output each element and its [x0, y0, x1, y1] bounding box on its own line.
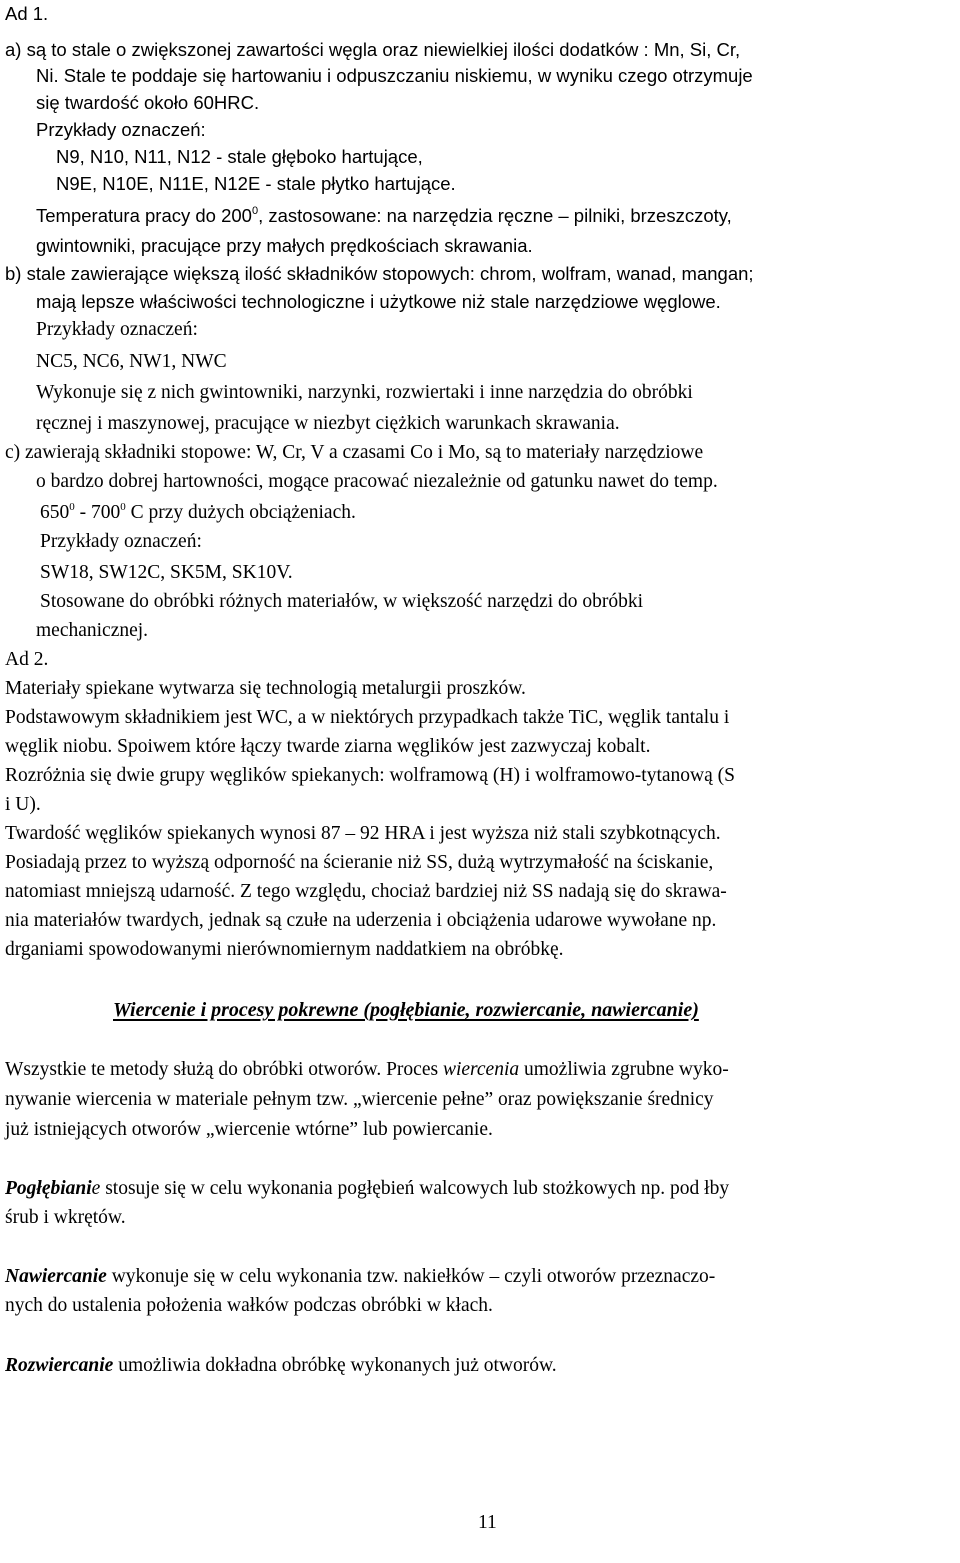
paragraph-line: b) stale zawierające większą ilość składników stopowych: chrom, wolfram, wanad, mangan; [5, 263, 754, 284]
paragraph-line: Posiadają przez to wyższą odporność na ścieranie niż SS, dużą wytrzymałość na ściskanie, [5, 852, 714, 873]
paragraph-line: i U). [5, 794, 41, 815]
paragraph-line: Materiały spiekane wytwarza się technologią metalurgii proszków. [5, 678, 526, 699]
paragraph-line: śrub i wkrętów. [5, 1207, 126, 1228]
superscript: 0 [120, 501, 126, 513]
paragraph-line: drganiami spowodowanymi nierównomiernym naddatkiem na obróbkę. [5, 939, 564, 960]
term-rozwiercanie: Rozwiercanie [5, 1355, 114, 1376]
paragraph-line: N9E, N10E, N11E, N12E - stale płytko hartujące. [56, 173, 456, 194]
paragraph-line: Ni. Stale te poddaje się hartowaniu i odpuszczaniu niskiemu, w wyniku czego otrzymuje [36, 65, 753, 86]
paragraph-line: Podstawowym składnikiem jest WC, a w niektórych przypadkach także TiC, węglik tantalu i [5, 707, 730, 728]
paragraph-line [40, 501, 356, 525]
section-ad1-title: Ad 1. [5, 3, 49, 24]
superscript: 0 [69, 501, 75, 513]
paragraph-line: Stosowane do obróbki różnych materiałów, w większość narzędzi do obróbki [40, 591, 644, 612]
paragraph-line: c) zawierają składniki stopowe: W, Cr, V a czasami Co i Mo, są to materiały narzędziowe [5, 442, 704, 463]
superscript: 0 [251, 205, 259, 217]
paragraph-line: SW18, SW12C, SK5M, SK10V. [40, 562, 293, 583]
paragraph-line [5, 1265, 715, 1289]
paragraph-line [5, 1354, 557, 1378]
paragraph-line: nych do ustalenia położenia wałków podczas obróbki w kłach. [5, 1295, 493, 1316]
examples-label: Przykłady oznaczeń: [40, 531, 202, 552]
paragraph-line: Rozróżnia się dwie grupy węglików spiekanych: wolframową (H) i wolframowo-tytanową (S [5, 765, 735, 786]
paragraph-line: a) są to stale o zwiększonej zawartości węgla oraz niewielkiej ilości dodatków : Mn, Si, Cr, [5, 39, 741, 60]
text-run: Temperatura pracy do 200 [36, 205, 252, 226]
paragraph-line: Wykonuje się z nich gwintowniki, narzynki, rozwiertaki i inne narzędzia do obróbki [36, 382, 693, 403]
paragraph-line: węglik niobu. Spoiwem które łączy twarde ziarna węglików jest zazwyczaj kobalt. [5, 736, 651, 757]
term-suffix: e [91, 1178, 101, 1199]
examples-label: Przykłady oznaczeń: [36, 119, 206, 140]
paragraph-line [36, 204, 732, 228]
paragraph-line: o bardzo dobrej hartowności, mogące pracować niezależnie od gatunku nawet do temp. [36, 471, 718, 492]
paragraph-line [5, 1058, 729, 1082]
paragraph-line: mają lepsze właściwości technologiczne i użytkowe niż stale narzędziowe węglowe. [36, 291, 721, 312]
paragraph-line [5, 1177, 729, 1201]
paragraph-line: gwintowniki, pracujące przy małych prędkościach skrawania. [36, 235, 533, 256]
text-run: stosuje się w celu wykonania pogłębień walcowych lub stożkowych np. pod łby [100, 1178, 730, 1199]
term-poglebianie: Pogłębiani [5, 1178, 92, 1199]
section-heading: Wiercenie i procesy pokrewne (pogłębianie, rozwiercanie, nawiercanie) [113, 999, 699, 1021]
examples-label: Przykłady oznaczeń: [36, 319, 198, 340]
paragraph-line: mechanicznej. [36, 620, 149, 641]
text-run: , zastosowane: na narzędzia ręczne – pilniki, brzeszczoty, [258, 205, 732, 226]
paragraph-line: NC5, NC6, NW1, NWC [36, 351, 227, 372]
paragraph-line: N9, N10, N11, N12 - stale głęboko hartujące, [56, 146, 423, 167]
section-ad2-title: Ad 2. [5, 649, 49, 670]
text-run: - 700 [74, 502, 121, 523]
text-run: Wszystkie te metody służą do obróbki otworów. Proces [5, 1059, 443, 1080]
text-run: C przy dużych obciążeniach. [125, 502, 356, 523]
paragraph-line: Twardość węglików spiekanych wynosi 87 – 92 HRA i jest wyższa niż stali szybkotnących. [5, 823, 721, 844]
paragraph-line: się twardość około 60HRC. [36, 92, 260, 113]
paragraph-line: nia materiałów twardych, jednak są czułe na uderzenia i obciążenia udarowe wywołane np. [5, 910, 717, 931]
text-run: 650 [40, 502, 70, 523]
text-run: wykonuje się w celu wykonania tzw. nakiełków – czyli otworów przeznaczo- [106, 1266, 716, 1287]
page-number: 11 [478, 1512, 497, 1533]
paragraph-line: nywanie wiercenia w materiale pełnym tzw. „wiercenie pełne” oraz powiększanie średnicy [5, 1089, 714, 1110]
term-wiercenia: wiercenia [442, 1059, 520, 1080]
paragraph-line: natomiast mniejszą udarność. Z tego względu, chociaż bardziej niż SS nadają się do skrawa- [5, 881, 727, 902]
paragraph-line: już istniejących otworów „wiercenie wtórne” lub powiercanie. [5, 1119, 493, 1140]
term-nawiercanie: Nawiercanie [5, 1266, 107, 1287]
text-run: umożliwia zgrubne wyko- [519, 1059, 729, 1080]
text-run: umożliwia dokładna obróbkę wykonanych już otworów. [113, 1355, 557, 1376]
paragraph-line: ręcznej i maszynowej, pracujące w niezbyt ciężkich warunkach skrawania. [36, 413, 620, 434]
